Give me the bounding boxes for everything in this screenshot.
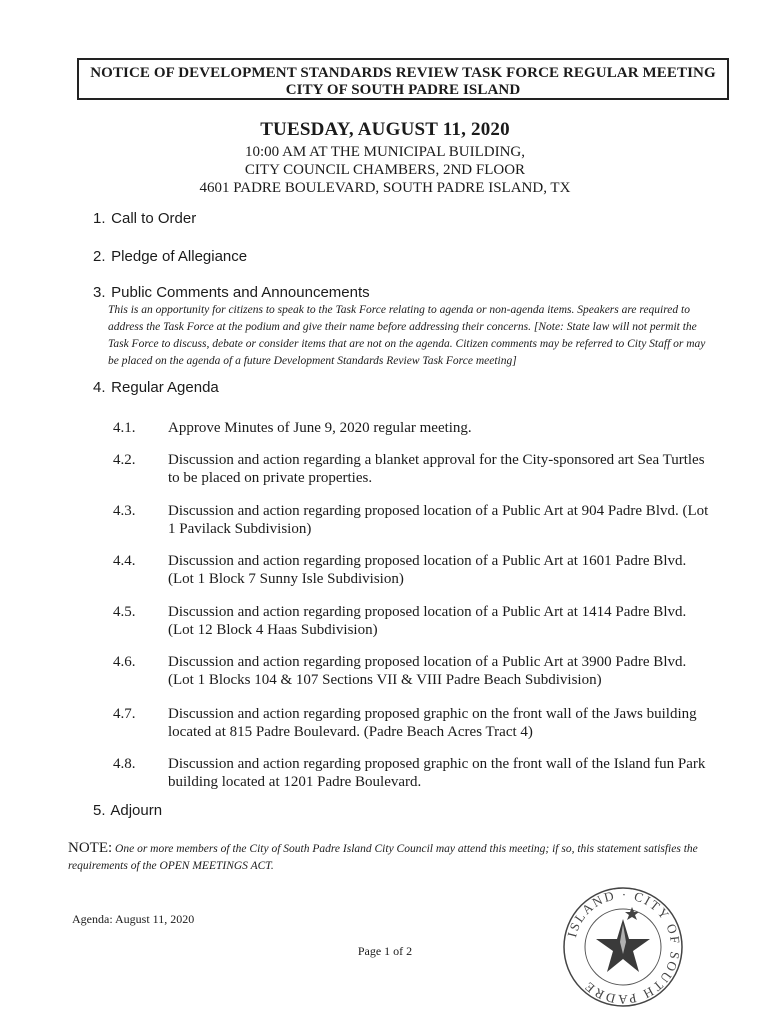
notice-header xyxy=(77,58,729,100)
sub-item-number: 4.1. xyxy=(113,420,136,436)
meeting-location-line: 10:00 AM AT THE MUNICIPAL BUILDING, xyxy=(244,144,526,160)
sub-item-text: Discussion and action regarding a blanket approval for the City-sponsored art Sea Turtles to be placed on private properties. xyxy=(168,452,705,486)
sub-item-number: 4.7. xyxy=(113,706,136,722)
page-number: Page 1 of 2 xyxy=(357,944,413,958)
sub-item-number: 4.6. xyxy=(113,654,136,670)
meeting-location-line: 4601 PADRE BOULEVARD, SOUTH PADRE ISLAND, TX xyxy=(199,180,571,196)
agenda-item-adjourn xyxy=(93,802,162,819)
agenda-item-public-comments xyxy=(93,284,370,301)
meeting-location-line: CITY COUNCIL CHAMBERS, 2ND FLOOR xyxy=(244,162,526,178)
header-title: NOTICE OF DEVELOPMENT STANDARDS REVIEW TASK FORCE REGULAR MEETING xyxy=(90,65,716,81)
sub-item-text: Approve Minutes of June 9, 2020 regular meeting. xyxy=(168,420,472,436)
item-label: Adjourn xyxy=(110,802,163,819)
sub-item-text: Discussion and action regarding proposed location of a Public Art at 1601 Padre Blvd. (Lot 1 Block 7 Sunny Isle Subdivision) xyxy=(168,553,687,587)
meeting-date: TUESDAY, AUGUST 11, 2020 xyxy=(260,119,510,140)
item-number: 2. xyxy=(93,248,106,265)
sub-item-number: 4.8. xyxy=(113,756,136,772)
header-city: CITY OF SOUTH PADRE ISLAND xyxy=(285,82,521,98)
city-seal-icon xyxy=(560,884,686,1010)
sub-item-text: Discussion and action regarding proposed location of a Public Art at 1414 Padre Blvd. (Lot 12 Block 4 Haas Subdivision) xyxy=(168,604,687,638)
sub-item-number: 4.2. xyxy=(113,452,136,468)
agenda-item-regular-agenda xyxy=(93,379,219,396)
sub-item-number: 4.3. xyxy=(113,503,136,519)
item-label: Pledge of Allegiance xyxy=(111,248,248,265)
sub-item-text: Discussion and action regarding proposed graphic on the front wall of the Island fun Park building located at 1201 Padre Boulevard. xyxy=(168,756,706,790)
item-number: 4. xyxy=(93,379,106,396)
item-number: 1. xyxy=(93,210,106,227)
agenda-item-call-to-order xyxy=(93,210,196,227)
agenda-item-pledge xyxy=(93,248,247,265)
note-text: One or more members of the City of South Padre Island City Council may attend this meeting; if so, this statement satisfies the requirements of the OPEN MEETINGS ACT. xyxy=(68,843,698,872)
sub-item-text: Discussion and action regarding proposed location of a Public Art at 3900 Padre Blvd. (Lot 1 Blocks 104 & 107 Sections VII & VIII Padre Beach Subdivision) xyxy=(168,654,687,688)
item-label: Regular Agenda xyxy=(111,379,219,396)
open-meetings-note xyxy=(68,840,708,875)
sub-item-text: Discussion and action regarding proposed graphic on the front wall of the Jaws building located at 815 Padre Boulevard. (Padre Beach Acres Tract 4) xyxy=(168,706,697,740)
item-number: 3. xyxy=(93,284,106,301)
sub-item-number: 4.5. xyxy=(113,604,136,620)
sub-item-number: 4.4. xyxy=(113,553,136,569)
item-number: 5. xyxy=(93,802,106,819)
item-label: Public Comments and Announcements xyxy=(111,284,370,301)
item-label: Call to Order xyxy=(111,210,197,227)
agenda-date-footer: Agenda: August 11, 2020 xyxy=(72,912,195,926)
seal-text: ISLAND · CITY OF SOUTH PADRE xyxy=(564,886,684,1008)
note-label: NOTE: xyxy=(68,840,113,856)
public-comments-note: This is an opportunity for citizens to speak to the Task Force relating to agenda or non-agenda items. Speakers are required to address the Task Force at the podium and give their name before addressing their concerns. [Note: State law will not permit the Task Force to discuss, debate or consider items that are not on the agenda. Citizen comments may be referred to City Staff or may be placed on the agenda of a future Development Standards Review Task Force meeting] xyxy=(108,304,706,367)
sub-item-text: Discussion and action regarding proposed location of a Public Art at 904 Padre Blvd. (Lot 1 Pavilack Subdivision) xyxy=(168,503,709,537)
